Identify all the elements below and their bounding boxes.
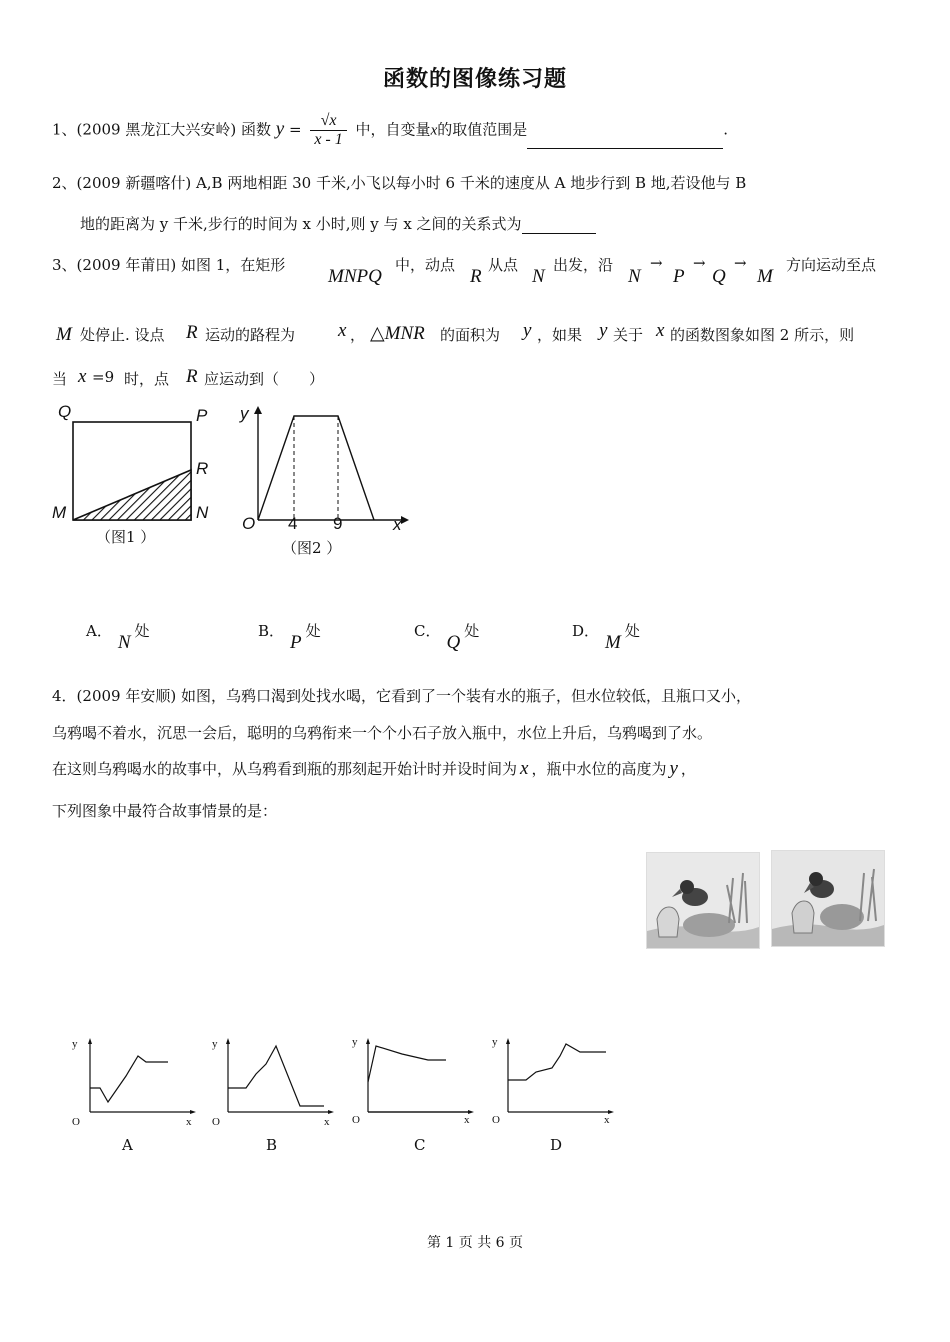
- graph-c-y: y: [352, 1036, 358, 1048]
- option-a-tail: 处: [134, 622, 150, 640]
- q3-line1-d: 出发，沿: [553, 256, 614, 274]
- crow-illustration-2: [771, 850, 885, 947]
- q1-answer-blank[interactable]: [527, 148, 723, 149]
- q1-suffix: 的取值范围是: [437, 120, 528, 139]
- graph-b-curve: [228, 1046, 324, 1106]
- q3-line1-a: 3、(2009 年莆田) 如图 1，在矩形: [52, 256, 286, 274]
- fig2-curve: [258, 416, 374, 520]
- graph-d-label: D: [550, 1136, 563, 1154]
- q3-l2-d: 的面积为: [440, 326, 501, 344]
- q4-y: y: [669, 758, 678, 779]
- q2-line2-text: 地的距离为 y 千米,步行的时间为 x 小时,则 y 与 x 之间的关系式为: [80, 215, 522, 233]
- fig2-label-o: O: [242, 514, 256, 533]
- option-b-letter: B．: [258, 622, 285, 640]
- q3-l2-y: y: [523, 320, 532, 341]
- q1-numerator: √x: [310, 112, 346, 131]
- q3-arrow-1: →: [650, 254, 663, 272]
- q3-l2-c: ，: [350, 326, 366, 344]
- q2-line1: 2、(2009 新疆喀什) A,B 两地相距 30 千米,小飞以每小时 6 千米的速度从 A 地步行到 B 地,若设他与 B: [52, 174, 747, 192]
- option-d[interactable]: [572, 620, 640, 653]
- option-c-var: Q: [446, 632, 461, 653]
- graph-d-o: O: [492, 1114, 500, 1126]
- question-1: [52, 112, 728, 149]
- fig1-label-p: P: [196, 406, 208, 425]
- graph-d-x: x: [604, 1114, 610, 1126]
- q3-path-p: P: [673, 266, 685, 287]
- q3-path-n: N: [628, 266, 641, 287]
- option-a-var: N: [117, 632, 131, 653]
- graph-c-label: C: [414, 1136, 426, 1154]
- option-b[interactable]: [258, 620, 321, 653]
- fig2-label-x: x: [393, 515, 402, 534]
- q3-arrow-2: →: [693, 254, 706, 272]
- graph-a-x: x: [186, 1116, 192, 1128]
- q3-l3-x: x: [78, 366, 87, 387]
- q3-l2-triangle: △MNR: [370, 323, 425, 344]
- graph-c-curve: [368, 1046, 446, 1082]
- graph-b-label: B: [266, 1136, 278, 1154]
- q3-l3-b: 时，点: [124, 370, 170, 388]
- option-d-tail: 处: [624, 622, 640, 640]
- graph-b-y: y: [212, 1038, 218, 1050]
- q3-l3-c: 应运动到（ ）: [204, 370, 325, 388]
- q3-line1-b: 中，动点: [395, 256, 456, 274]
- graph-a-curve: [90, 1056, 168, 1102]
- option-c-tail: 处: [464, 622, 480, 640]
- q4-x: x: [520, 758, 529, 779]
- q3-l2-a: 处停止. 设点: [80, 326, 165, 344]
- q1-y: y: [275, 118, 285, 140]
- q1-fraction: [310, 112, 346, 149]
- fig1-label-m: M: [52, 503, 67, 522]
- q3-path-m: M: [757, 266, 773, 287]
- graph-d-curve: [508, 1044, 606, 1080]
- q3-l2-m: M: [56, 324, 72, 345]
- q1-denominator: x - 1: [314, 131, 343, 148]
- q1-mid: 中，自变量: [355, 120, 431, 139]
- fig2-label-y: y: [240, 404, 249, 423]
- fig2-tick-9: 9: [333, 514, 343, 533]
- q3-line1-c: 从点: [488, 256, 519, 274]
- graph-d-y: y: [492, 1036, 498, 1048]
- q1-x: x: [430, 122, 438, 139]
- q3-l3-r: R: [186, 366, 198, 387]
- fig1-caption: （图1 ）: [96, 528, 156, 546]
- answer-graphs: [66, 1036, 626, 1136]
- graph-c-o: O: [352, 1114, 360, 1126]
- q1-prefix: 1、(2009 黑龙江大兴安岭) 函数: [52, 120, 271, 139]
- option-a[interactable]: [86, 620, 150, 653]
- q4-line3-a: 在这则乌鸦喝水的故事中，从乌鸦看到瓶的那刻起开始计时并设时间为: [52, 760, 518, 778]
- q3-l2-x2: x: [656, 320, 665, 341]
- q4-line1: 4．(2009 年安顺) 如图，乌鸦口渴到处找水喝，它看到了一个装有水的瓶子，但水位较低，且瓶口又小，: [52, 687, 751, 705]
- q4-line2: 乌鸦喝不着水，沉思一会后，聪明的乌鸦衔来一个个小石子放入瓶中，水位上升后，乌鸦喝到了水。: [52, 724, 713, 742]
- q3-l3-a: 当: [52, 370, 68, 388]
- q4-line3-b: ，瓶中水位的高度为: [531, 760, 667, 778]
- fig1-label-r: R: [196, 459, 209, 478]
- option-a-letter: A．: [86, 622, 112, 640]
- crow-illustration-1: [646, 852, 760, 949]
- q3-l2-x: x: [338, 320, 347, 341]
- q4-line4: 下列图象中最符合故事情景的是：: [52, 802, 278, 820]
- graph-b-x: x: [324, 1116, 330, 1128]
- triangle-mnr: [73, 470, 191, 520]
- page-title: 函数的图像练习题: [382, 67, 567, 92]
- fig1-label-q: Q: [58, 402, 72, 421]
- graph-c-x: x: [464, 1114, 470, 1126]
- option-b-tail: 处: [305, 622, 321, 640]
- graph-a-y: y: [72, 1038, 78, 1050]
- q3-l2-r: R: [186, 322, 198, 343]
- fig2-caption: （图2 ）: [282, 539, 342, 557]
- q3-path-q: Q: [712, 266, 726, 287]
- q4-line3-c: ，: [680, 760, 696, 778]
- q3-r: R: [470, 266, 482, 287]
- q2-answer-blank[interactable]: [522, 233, 596, 234]
- graph-b-o: O: [212, 1116, 220, 1128]
- option-c-letter: C．: [414, 622, 441, 640]
- q3-line1-e: 方向运动至点: [786, 256, 877, 274]
- q3-l2-f: 关于: [613, 326, 644, 344]
- option-d-letter: D．: [572, 622, 600, 640]
- q1-eq: =: [288, 120, 302, 139]
- option-d-var: M: [605, 632, 621, 653]
- page-footer: 第 1 页 共 6 页: [426, 1235, 524, 1251]
- figure-2-graph: [236, 400, 416, 535]
- fig2-tick-4: 4: [288, 514, 298, 533]
- q3-n: N: [532, 266, 545, 287]
- option-c[interactable]: [414, 620, 480, 653]
- q3-arrow-3: →: [734, 254, 747, 272]
- q3-l2-b: 运动的路程为: [205, 326, 296, 344]
- q2-line2: [80, 213, 596, 234]
- graph-a-o: O: [72, 1116, 80, 1128]
- option-b-var: P: [290, 632, 302, 653]
- graph-a-label: A: [122, 1136, 133, 1154]
- q3-l2-e: ，如果: [537, 326, 583, 344]
- q3-mnpq: MNPQ: [328, 266, 382, 287]
- fig1-label-n: N: [196, 503, 209, 522]
- q3-l2-g: 的函数图象如图 2 所示，则: [670, 326, 855, 344]
- q1-end: .: [723, 120, 729, 139]
- q4-line3: [52, 758, 696, 780]
- q3-l2-y2: y: [599, 320, 608, 341]
- q3-l3-eq: =9: [92, 368, 115, 386]
